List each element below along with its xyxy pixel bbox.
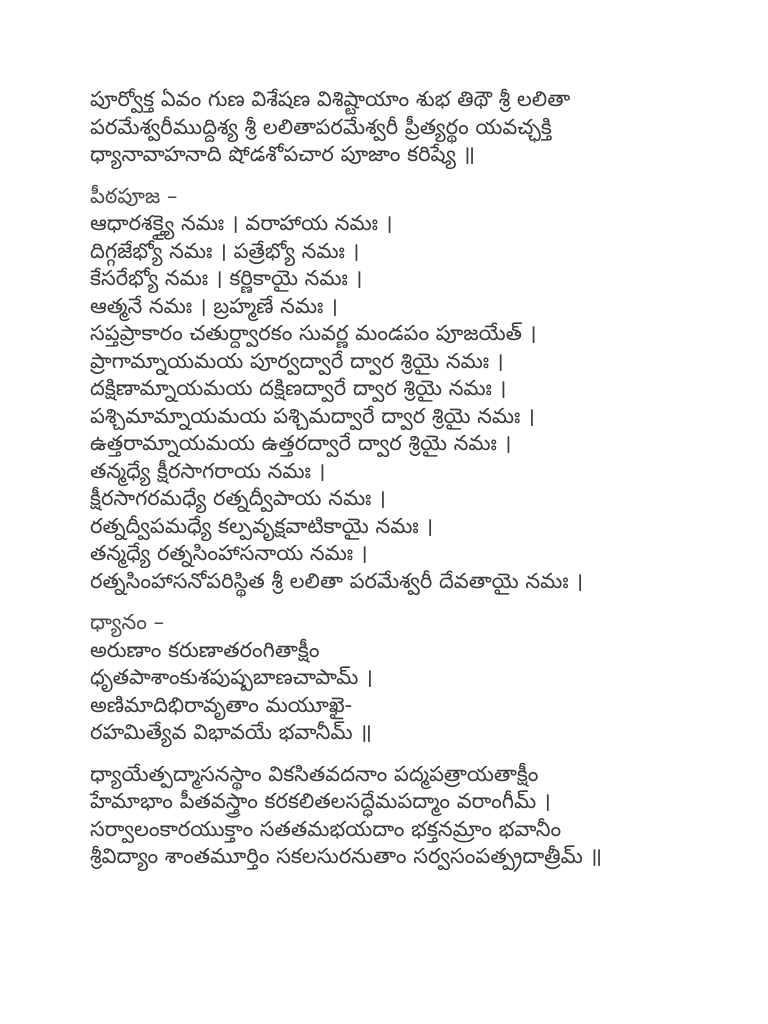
text-line: క్షీరసాగరమధ్యే రత్నద్వీపాయ నమః । [90,486,387,510]
text-line: ఉత్తరామ్నాయమయ ఉత్తరద్వారే ద్వార శ్రియై నమః । [90,431,512,455]
text-line: రత్నసింహాసనోపరిస్థిత శ్రీ లలితా పరమేశ్వరీ దేవతాయై నమః । [90,568,584,593]
text-line: తన్మధ్యే రత్నసింహాసనాయ నమః । [90,541,368,565]
text-line: ధ్యానావాహనాది షోడశోపచార పూజాం కరిష్యే ॥ [90,142,476,166]
text-line: ధృతపాశాంకుశపుష్పబాణచాపామ్ । [90,665,374,689]
text-line: అణిమాదిభిరావృతాం మయూఖై- [90,692,353,717]
text-line: ప్రాగామ్నాయమయ పూర్వద్వారే ద్వార శ్రియై నమః । [90,348,504,373]
peetha-pooja-section [90,183,750,596]
text-line: అరుణాం కరుణాతరంగితాక్షీం [90,637,320,662]
text-line: కేసరేభ్యో నమః । కర్ణికాయై నమః । [90,266,363,290]
text-line: తన్మధ్యే క్షీరసాగరాయ నమః । [90,458,326,483]
text-line: పూర్వోక్త ఏవం గుణ విశేషణ విశిష్టాయాం శుభ తిథౌ శ్రీ లలితా [90,87,571,111]
text-line: రహమిత్యేవ విభావయే భవానీమ్ ॥ [90,720,372,744]
text-line: శ్రీవిద్యాం శాంతమూర్తిం సకలసురనుతాం సర్వసంపత్ప్రదాత్రీమ్ ॥ [90,844,603,868]
text-line: ఆధారశక్త్యై నమః । వరాహాయ నమః । [90,211,393,235]
text-line: సర్వాలంకారయుక్తాం సతతమభయదాం భక్తనమ్రాం భవానీం [90,816,562,841]
document-page [90,86,750,871]
intro-paragraph [90,86,750,169]
section-heading: ధ్యానం – [90,610,165,634]
dhyanam-section [90,609,750,747]
text-line: దిగ్గజేభ్యో నమః । పత్రేభ్యో నమః । [90,238,360,263]
text-line: పరమేశ్వరీముద్దిశ్య శ్రీ లలితాపరమేశ్వరీ ప్రీత్యర్థం యవచ్ఛక్తి [90,114,552,139]
text-line: హేమాభాం పీతవస్త్రాం కరకలితలసద్ధేమపద్మాం వరాంగీమ్ । [90,789,551,813]
section-heading: పీఠపూజ – [90,183,178,208]
text-line: ధ్యాయేత్పద్మాసనస్థాం వికసితవదనాం పద్మపత్రాయతాక్షీం [90,761,539,786]
text-line: పశ్చిమామ్నాయమయ పశ్చిమద్వారే ద్వార శ్రియై నమః । [90,403,535,428]
text-line: సప్తప్రాకారం చతుర్ద్వారకం సువర్ణ మండపం పూజయేత్ । [90,321,537,345]
verse-paragraph [90,761,750,871]
text-line: దక్షిణామ్నాయమయ దక్షిణద్వారే ద్వార శ్రియై నమః । [90,376,507,400]
text-line: రత్నద్వీపమధ్యే కల్పవృక్షవాటికాయై నమః । [90,513,434,538]
text-line: ఆత్మనే నమః । బ్రహ్మణే నమః । [90,293,338,318]
